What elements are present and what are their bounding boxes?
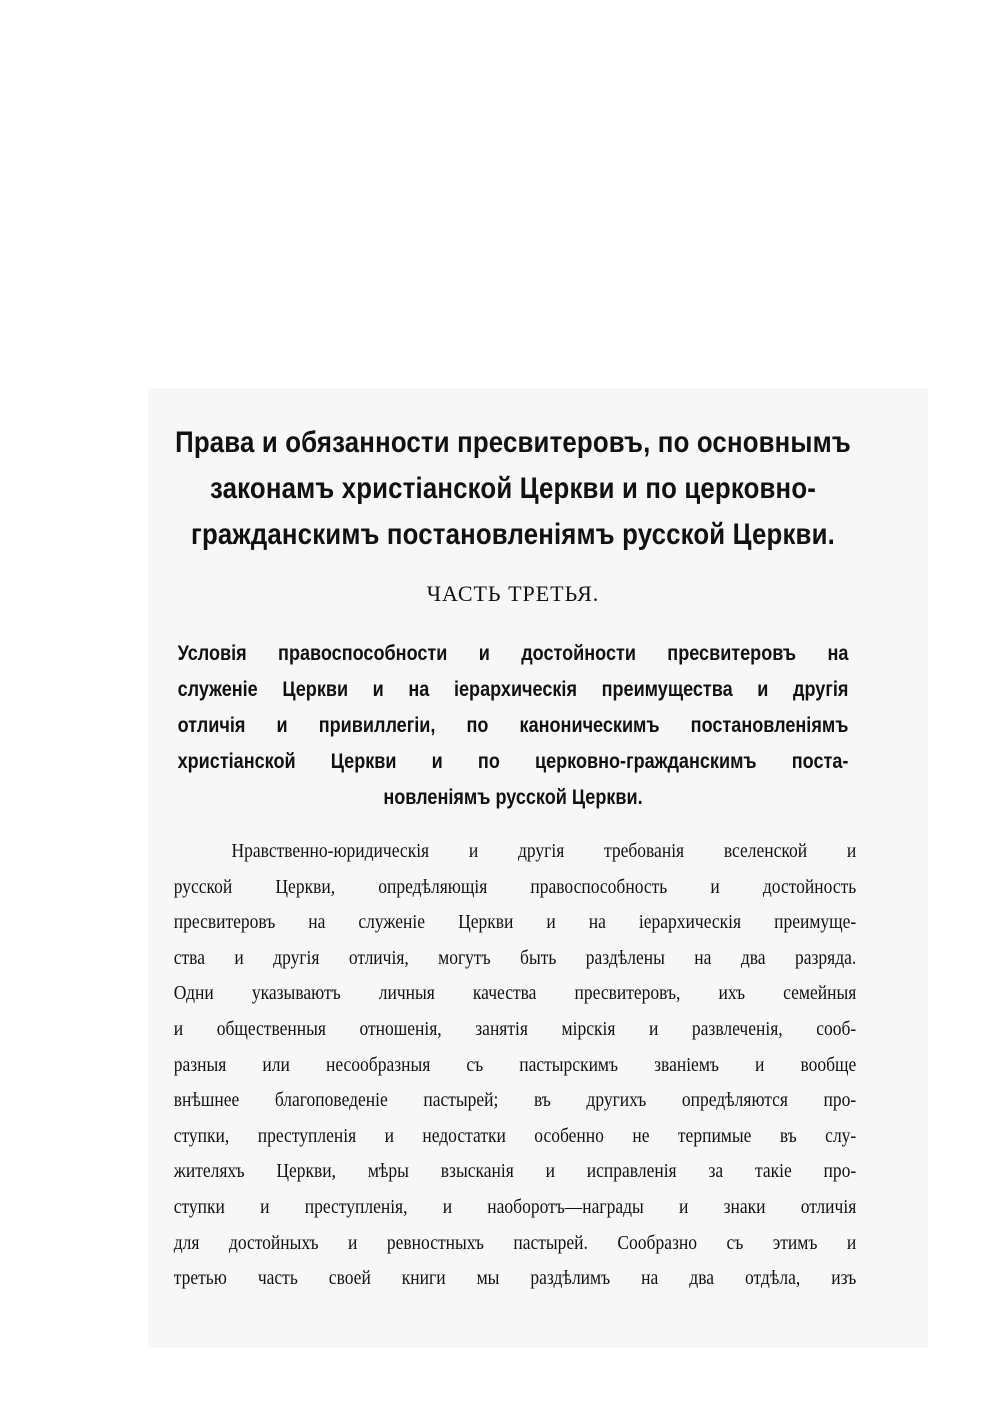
body-paragraph	[174, 834, 857, 1297]
title-line: гражданскимъ постановленіямъ русской Церкви.	[191, 518, 835, 551]
body-line: внѣшнее благоповеденіе пастырей; въ другихъ опредѣляются про-	[173, 1089, 857, 1112]
body-line: ступки, преступленія и недостатки особенно не терпимые въ слу-	[173, 1124, 857, 1147]
document-title	[173, 420, 852, 558]
body-line: третью часть своей книги мы раздѣлимъ на два отдѣла, изъ	[173, 1267, 857, 1290]
body-line: разныя или несообразныя съ пастырскимъ званіемъ и вообще	[173, 1053, 857, 1076]
section-subtitle	[178, 636, 849, 816]
body-line: пресвитеровъ на служеніе Церкви и на іерархическія преимуще-	[173, 911, 857, 934]
body-line: Нравственно-юридическія и другія требованія вселенской и	[231, 840, 857, 862]
body-line: ступки и преступленія, и наоборотъ—награды и знаки отличія	[173, 1195, 857, 1218]
body-line: для достойныхъ и ревностныхъ пастырей. Сообразно съ этимъ и	[173, 1231, 857, 1254]
body-line: и общественныя отношенія, занятія мірскія и развлеченія, сооб-	[173, 1017, 857, 1040]
part-heading: ЧАСТЬ ТРЕТЬЯ.	[426, 581, 600, 606]
subtitle-line: отличія и привиллегіи, по каноническимъ постановленіямъ	[177, 714, 849, 737]
body-line: ства и другія отличія, могутъ быть раздѣлены на два разряда.	[173, 946, 857, 969]
subtitle-line: новленіямъ русской Церкви.	[383, 786, 643, 809]
title-line: Права и обязанности пресвитеровъ, по основнымъ	[175, 426, 851, 459]
title-line: законамъ христіанской Церкви и по церковно-	[209, 472, 817, 505]
subtitle-line: христіанской Церкви и по церковно-гражданскимъ поста-	[177, 750, 849, 773]
body-line: русской Церкви, опредѣляющія правоспособность и достойность	[173, 875, 857, 898]
subtitle-line: служеніе Церкви и на іерархическія преимущества и другія	[177, 678, 849, 701]
body-line: жителяхъ Церкви, мѣры взысканія и исправленія за такіе про-	[173, 1160, 857, 1183]
subtitle-line: Условія правоспособности и достойности пресвитеровъ на	[177, 642, 849, 665]
body-line: Одни указываютъ личныя качества пресвитеровъ, ихъ семейныя	[173, 982, 857, 1005]
